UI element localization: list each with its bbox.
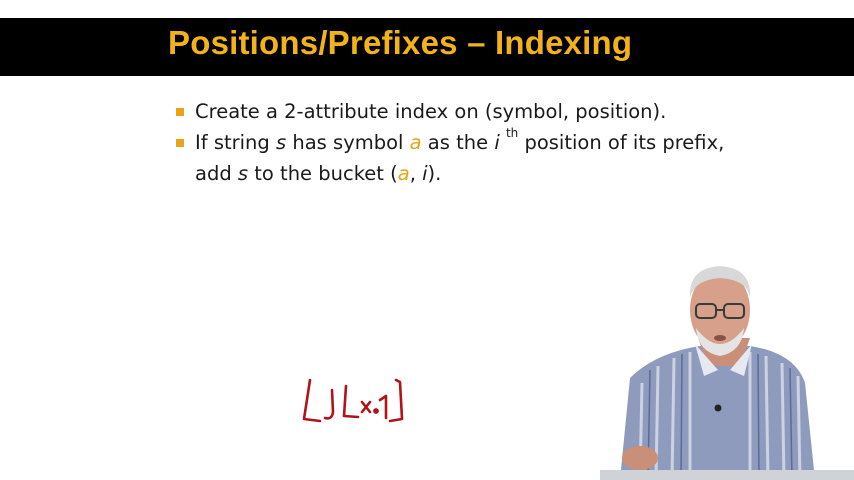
bullet-1-text: Create a 2-attribute index on (symbol, position). [195,100,667,123]
bullet-item-2 [176,127,736,189]
bullet-item-1 [176,96,736,127]
presenter-video [600,258,854,480]
bullet-square-icon [176,108,184,116]
slide-title: Positions/Prefixes – Indexing [168,24,633,61]
bullet-square-icon [176,139,184,147]
bullet-2-text: If string s has symbol a as the i $^{th}$ position of its prefix, add s to the bucket (a, i). [195,126,725,185]
handwritten-annotation [296,372,416,428]
bullet-list [176,96,736,189]
